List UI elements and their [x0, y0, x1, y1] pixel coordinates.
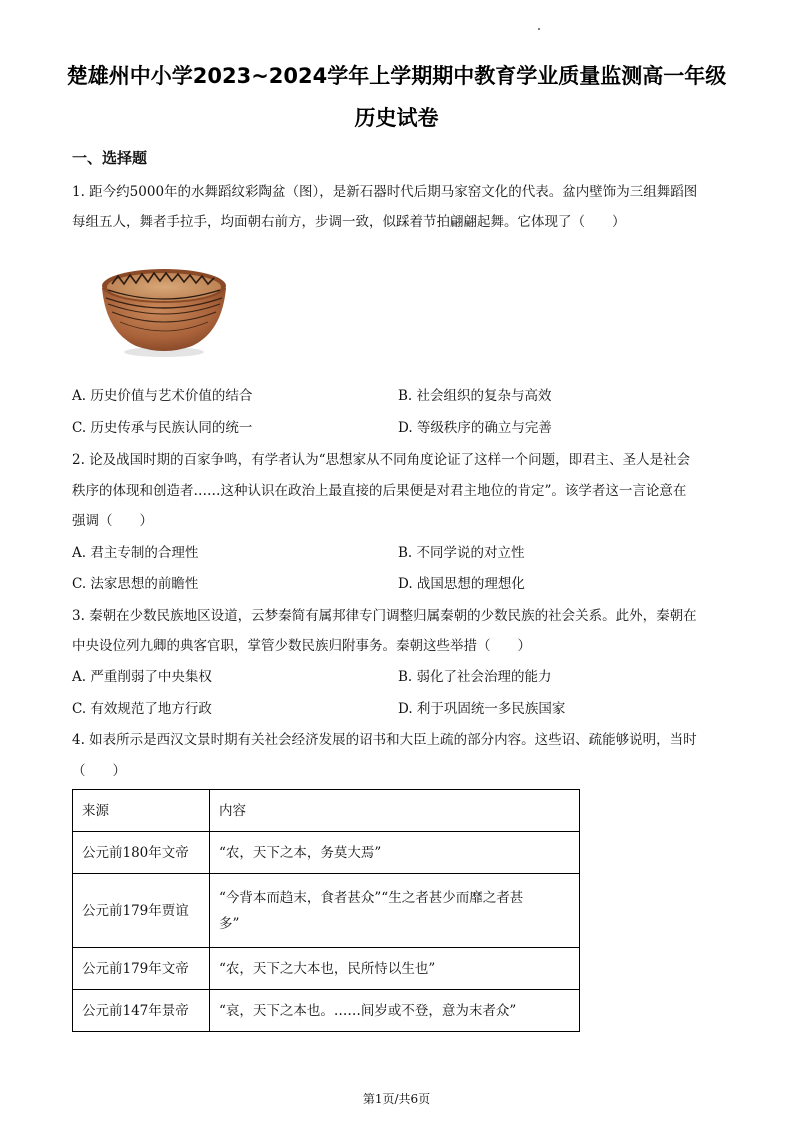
scan-dot [538, 28, 540, 30]
table-row [73, 874, 580, 948]
table-cell-content [210, 874, 580, 948]
q1-stem-line2: 每组五人，舞者手拉手，均面朝右前方，步调一致，似踩着节拍翩翩起舞。它体现了（ ） [72, 214, 626, 230]
q2-stem-line3: 强调（ ） [72, 513, 153, 529]
exam-title-line1: 楚雄州中小学2023~2024学年上学期期中教育学业质量监测高一年级 [66, 64, 727, 88]
q2-option-a[interactable]: A. 君主专制的合理性 [72, 545, 199, 561]
painted-pottery-basin-image [96, 262, 232, 358]
q2-stem-line2: 秩序的体现和创造者……这种认识在政治上最直接的后果便是对君主地位的肯定”。该学者这一言论意在 [72, 483, 687, 499]
table-row [73, 948, 580, 990]
q3-stem-line1: 3. 秦朝在少数民族地区设道，云梦秦简有属邦律专门调整归属秦朝的少数民族的社会关系。此外，秦朝在 [72, 608, 697, 624]
q3-option-a[interactable]: A. 严重削弱了中央集权 [72, 669, 212, 685]
table-cell-content-line1: “今背本而趋末，食者甚众”“生之者甚少而靡之者甚 [219, 889, 524, 906]
q1-option-b[interactable]: B. 社会组织的复杂与高效 [398, 388, 552, 404]
table-cell-content-line2: 多” [219, 915, 240, 932]
table-cell-content: “哀，天下之本也。……间岁或不登，意为末者众” [210, 990, 580, 1032]
q3-option-d[interactable]: D. 利于巩固统一多民族国家 [398, 701, 566, 717]
table-row [73, 832, 580, 874]
table-cell-source: 公元前179年贾谊 [73, 874, 210, 948]
q4-stem-line2: （ ） [72, 763, 126, 779]
q2-stem-line1: 2. 论及战国时期的百家争鸣，有学者认为“思想家从不同角度论证了这样一个问题，即君主、圣人是社会 [72, 452, 691, 468]
q1-option-a[interactable]: A. 历史价值与艺术价值的结合 [72, 388, 253, 404]
q2-option-c[interactable]: C. 法家思想的前瞻性 [72, 576, 199, 592]
q4-stem-line1: 4. 如表所示是西汉文景时期有关社会经济发展的诏书和大臣上疏的部分内容。这些诏、疏能够说明，当时 [72, 732, 697, 748]
table-header-row [73, 790, 580, 832]
q2-option-d[interactable]: D. 战国思想的理想化 [398, 576, 525, 592]
table-cell-source: 公元前179年文帝 [73, 948, 210, 990]
section-heading: 一、选择题 [72, 149, 148, 167]
q4-source-table [72, 789, 580, 1032]
table-cell-content: “农，天下之本，务莫大焉” [210, 832, 580, 874]
table-cell-content: “农，天下之大本也，民所恃以生也” [210, 948, 580, 990]
table-cell-source: 公元前147年景帝 [73, 990, 210, 1032]
table-header-cell: 来源 [73, 790, 210, 832]
q3-stem-line2: 中央设位列九卿的典客官职，掌管少数民族归附事务。秦朝这些举措（ ） [72, 638, 531, 654]
page-number: 第1页/共6页 [362, 1092, 431, 1106]
table-row [73, 990, 580, 1032]
q1-stem-line1: 1. 距今约5000年的水舞蹈纹彩陶盆（图），是新石器时代后期马家窑文化的代表。盆内壁饰为三组舞蹈图 [72, 184, 698, 200]
q3-option-c[interactable]: C. 有效规范了地方行政 [72, 701, 212, 717]
q1-option-d[interactable]: D. 等级秩序的确立与完善 [398, 420, 552, 436]
q3-option-b[interactable]: B. 弱化了社会治理的能力 [398, 669, 552, 685]
table-cell-source: 公元前180年文帝 [73, 832, 210, 874]
exam-title-line2: 历史试卷 [354, 106, 439, 130]
table-header-cell: 内容 [210, 790, 580, 832]
q1-option-c[interactable]: C. 历史传承与民族认同的统一 [72, 420, 253, 436]
q2-option-b[interactable]: B. 不同学说的对立性 [398, 545, 525, 561]
